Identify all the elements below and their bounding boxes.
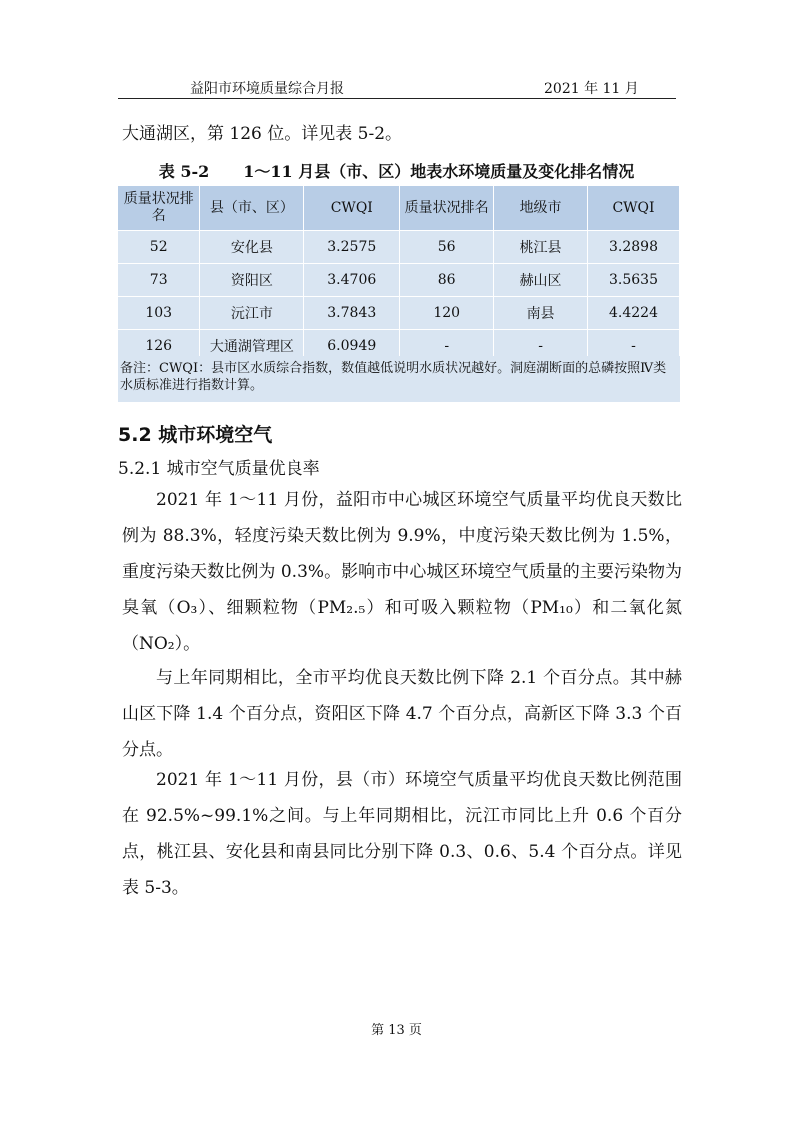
cell: 安化县 bbox=[200, 231, 304, 264]
cell: 3.2575 bbox=[304, 231, 400, 264]
subsection-heading: 5.2.1 城市空气质量优良率 bbox=[118, 459, 320, 479]
cell: 大通湖管理区 bbox=[200, 330, 304, 363]
table-caption bbox=[0, 159, 793, 182]
header-rank-1: 质量状况排名 bbox=[118, 186, 200, 231]
cell: 赫山区 bbox=[494, 264, 588, 297]
cell: 6.0949 bbox=[304, 330, 400, 363]
table-title: 1～11 月县（市、区）地表水环境质量及变化排名情况 bbox=[243, 162, 635, 181]
ranking-table bbox=[118, 186, 680, 363]
intro-line: 大通湖区，第 126 位。详见表 5-2。 bbox=[122, 124, 403, 144]
cell: 52 bbox=[118, 231, 200, 264]
table-row bbox=[118, 231, 680, 264]
paragraph-3: 2021 年 1～11 月份，县（市）环境空气质量平均优良天数比例范围在 92.5%~99.1%之间。与上年同期相比，沅江市同比上升 0.6 个百分点，桃江县、安化县和南县同比分别下降 0.3、0.6、5.4 个百分点。详见表 5-3。 bbox=[122, 770, 682, 898]
table-row bbox=[118, 264, 680, 297]
table-note: 备注：CWQI：县市区水质综合指数，数值越低说明水质状况越好。洞庭湖断面的总磷按照Ⅳ类水质标准进行指数计算。 bbox=[118, 356, 680, 402]
table-label: 表 5-2 bbox=[158, 162, 210, 181]
header-date: 2021 年 11 月 bbox=[544, 81, 639, 97]
cell: 桃江县 bbox=[494, 231, 588, 264]
cell: 86 bbox=[400, 264, 494, 297]
table-row bbox=[118, 297, 680, 330]
cell: 3.5635 bbox=[588, 264, 680, 297]
cell: 126 bbox=[118, 330, 200, 363]
cell: - bbox=[494, 330, 588, 363]
cell: 103 bbox=[118, 297, 200, 330]
cell: 3.7843 bbox=[304, 297, 400, 330]
header-cwqi-2: CWQI bbox=[588, 186, 680, 231]
page-number: 第 13 页 bbox=[371, 1023, 422, 1038]
cell: - bbox=[588, 330, 680, 363]
section-heading: 5.2 城市环境空气 bbox=[118, 424, 273, 446]
header-cwqi-1: CWQI bbox=[304, 186, 400, 231]
header-title: 益阳市环境质量综合月报 bbox=[190, 81, 344, 97]
table-header-row bbox=[118, 186, 680, 231]
cell: 资阳区 bbox=[200, 264, 304, 297]
header-county: 县（市、区） bbox=[200, 186, 304, 231]
cell: 56 bbox=[400, 231, 494, 264]
header-city: 地级市 bbox=[494, 186, 588, 231]
paragraph-1: 2021 年 1～11 月份，益阳市中心城区环境空气质量平均优良天数比例为 88.3%，轻度污染天数比例为 9.9%，中度污染天数比例为 1.5%，重度污染天数比例为 0.3%。影响市中心城区环境空气质量的主要污染物为臭氧（O₃）、细颗粒物（PM₂.₅）和可吸入颗粒物（PM₁₀）和二氧化氮（NO₂）。 bbox=[122, 490, 682, 654]
paragraph-2: 与上年同期相比，全市平均优良天数比例下降 2.1 个百分点。其中赫山区下降 1.4 个百分点，资阳区下降 4.7 个百分点，高新区下降 3.3 个百分点。 bbox=[122, 668, 682, 760]
cell: 4.4224 bbox=[588, 297, 680, 330]
cell: 3.2898 bbox=[588, 231, 680, 264]
cell: 120 bbox=[400, 297, 494, 330]
cell: - bbox=[400, 330, 494, 363]
cell: 3.4706 bbox=[304, 264, 400, 297]
cell: 沅江市 bbox=[200, 297, 304, 330]
header-rule bbox=[118, 98, 676, 99]
header-rank-2: 质量状况排名 bbox=[400, 186, 494, 231]
cell: 73 bbox=[118, 264, 200, 297]
cell: 南县 bbox=[494, 297, 588, 330]
